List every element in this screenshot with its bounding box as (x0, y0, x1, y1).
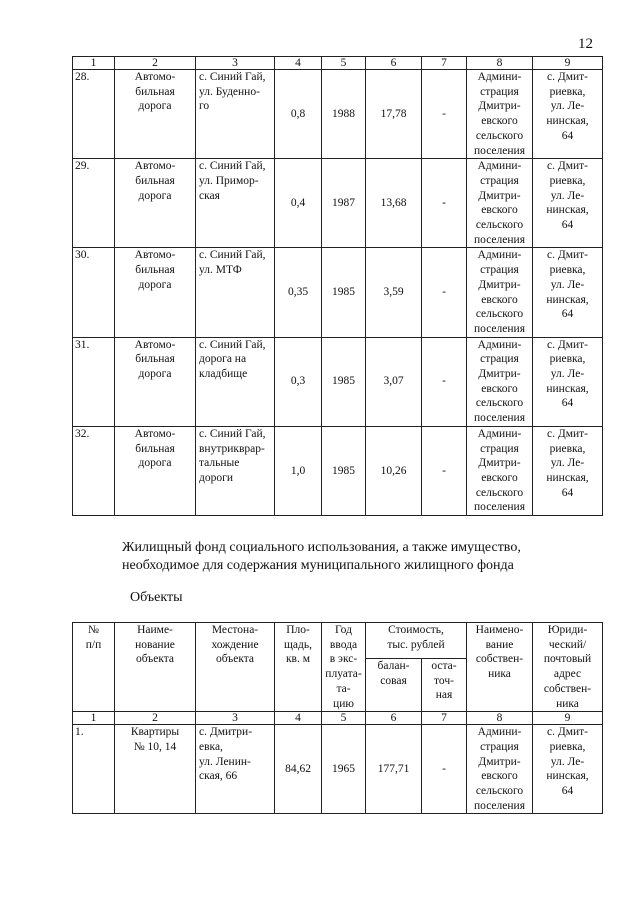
cell-residual-value: - (422, 337, 467, 426)
housing-fund-table (72, 622, 603, 814)
cell-location: с. Синий Гай, ул. МТФ (196, 248, 275, 337)
cell-residual-value: - (422, 159, 467, 248)
cell-object-name: Автомо- бильная дорога (115, 70, 196, 159)
roads-column-number: 4 (275, 57, 322, 70)
cell-owner-address: с. Дмит- риевка, ул. Ле- нинская, 64 (533, 337, 603, 426)
header-address: Юриди- ческий/ почтовый адрес собствен- ника (533, 623, 603, 712)
cell-row-number: 1. (73, 725, 115, 814)
cell-object-name: Автомо- бильная дорога (115, 248, 196, 337)
roads-column-number: 6 (366, 57, 422, 70)
cell-location: с. Синий Гай, внутрикврар- тальные дороги (196, 426, 275, 515)
header-residual-value: оста- точ- ная (422, 658, 467, 711)
cell-row-number: 29. (73, 159, 115, 248)
housing-column-number: 2 (115, 712, 196, 725)
housing-column-number: 4 (275, 712, 322, 725)
cell-location: с. Дмитри- евка, ул. Ленин- ская, 66 (196, 725, 275, 814)
housing-column-number: 5 (322, 712, 366, 725)
cell-balance-value: 177,71 (366, 725, 422, 814)
cell-year: 1985 (322, 426, 366, 515)
header-object-name: Наиме- нование объекта (115, 623, 196, 712)
roads-column-number: 3 (196, 57, 275, 70)
page-number: 12 (578, 36, 593, 52)
header-num: № п/п (73, 623, 115, 712)
housing-column-number: 6 (366, 712, 422, 725)
cell-year: 1987 (322, 159, 366, 248)
table-row (73, 725, 603, 814)
cell-residual-value: - (422, 725, 467, 814)
cell-location: с. Синий Гай, ул. Буденно- го (196, 70, 275, 159)
section-heading (122, 539, 521, 575)
cell-owner: Админи- страция Дмитри- евского сельского поселения (467, 248, 533, 337)
cell-year: 1988 (322, 70, 366, 159)
cell-row-number: 28. (73, 70, 115, 159)
table-row (73, 248, 603, 337)
cell-year: 1985 (322, 248, 366, 337)
roads-column-number: 1 (73, 57, 115, 70)
roads-column-number: 7 (422, 57, 467, 70)
housing-column-number: 8 (467, 712, 533, 725)
cell-area: 1,0 (275, 426, 322, 515)
cell-area: 0,3 (275, 337, 322, 426)
header-owner: Наимено- вание собствен- ника (467, 623, 533, 712)
roads-column-number: 8 (467, 57, 533, 70)
cell-residual-value: - (422, 426, 467, 515)
table-row (73, 337, 603, 426)
cell-row-number: 30. (73, 248, 115, 337)
table-row (73, 426, 603, 515)
cell-balance-value: 10,26 (366, 426, 422, 515)
roads-column-numbers-row (73, 57, 603, 70)
table-row (73, 159, 603, 248)
cell-object-name: Автомо- бильная дорога (115, 426, 196, 515)
cell-balance-value: 3,07 (366, 337, 422, 426)
section-heading-line-1: Жилищный фонд социального использования, а также имущество, (122, 540, 521, 555)
cell-residual-value: - (422, 70, 467, 159)
cell-owner-address: с. Дмит- риевка, ул. Ле- нинская, 64 (533, 725, 603, 814)
cell-owner-address: с. Дмит- риевка, ул. Ле- нинская, 64 (533, 70, 603, 159)
header-cost: Стоимость, тыс. рублей (366, 623, 467, 659)
cell-year: 1965 (322, 725, 366, 814)
cell-balance-value: 17,78 (366, 70, 422, 159)
header-balance-value: балан- совая (366, 658, 422, 711)
housing-column-number: 9 (533, 712, 603, 725)
cell-object-name: Квартиры № 10, 14 (115, 725, 196, 814)
table-row (73, 70, 603, 159)
cell-owner: Админи- страция Дмитри- евского сельского поселения (467, 159, 533, 248)
header-area: Пло- щадь, кв. м (275, 623, 322, 712)
housing-column-numbers-row (73, 712, 603, 725)
roads-column-number: 5 (322, 57, 366, 70)
cell-owner: Админи- страция Дмитри- евского сельского поселения (467, 70, 533, 159)
cell-area: 84,62 (275, 725, 322, 814)
housing-column-number: 7 (422, 712, 467, 725)
housing-column-number: 3 (196, 712, 275, 725)
cell-area: 0,35 (275, 248, 322, 337)
cell-area: 0,4 (275, 159, 322, 248)
header-location: Местона- хождение объекта (196, 623, 275, 712)
cell-owner: Админи- страция Дмитри- евского сельского поселения (467, 725, 533, 814)
cell-owner-address: с. Дмит- риевка, ул. Ле- нинская, 64 (533, 248, 603, 337)
cell-owner: Админи- страция Дмитри- евского сельского поселения (467, 426, 533, 515)
objects-subheading: Объекты (130, 590, 183, 605)
housing-column-number: 1 (73, 712, 115, 725)
cell-owner-address: с. Дмит- риевка, ул. Ле- нинская, 64 (533, 426, 603, 515)
cell-location: с. Синий Гай, дорога на кладбище (196, 337, 275, 426)
cell-balance-value: 13,68 (366, 159, 422, 248)
cell-object-name: Автомо- бильная дорога (115, 337, 196, 426)
section-heading-line-2: необходимое для содержания муниципального жилищного фонда (122, 558, 514, 573)
header-year: Год ввода в экс- плуата- та- цию (322, 623, 366, 712)
roads-table (72, 56, 603, 516)
roads-column-number: 9 (533, 57, 603, 70)
cell-object-name: Автомо- бильная дорога (115, 159, 196, 248)
cell-year: 1985 (322, 337, 366, 426)
cell-area: 0,8 (275, 70, 322, 159)
cell-owner-address: с. Дмит- риевка, ул. Ле- нинская, 64 (533, 159, 603, 248)
cell-row-number: 32. (73, 426, 115, 515)
cell-balance-value: 3,59 (366, 248, 422, 337)
cell-owner: Админи- страция Дмитри- евского сельского поселения (467, 337, 533, 426)
cell-location: с. Синий Гай, ул. Примор- ская (196, 159, 275, 248)
cell-row-number: 31. (73, 337, 115, 426)
cell-residual-value: - (422, 248, 467, 337)
roads-column-number: 2 (115, 57, 196, 70)
